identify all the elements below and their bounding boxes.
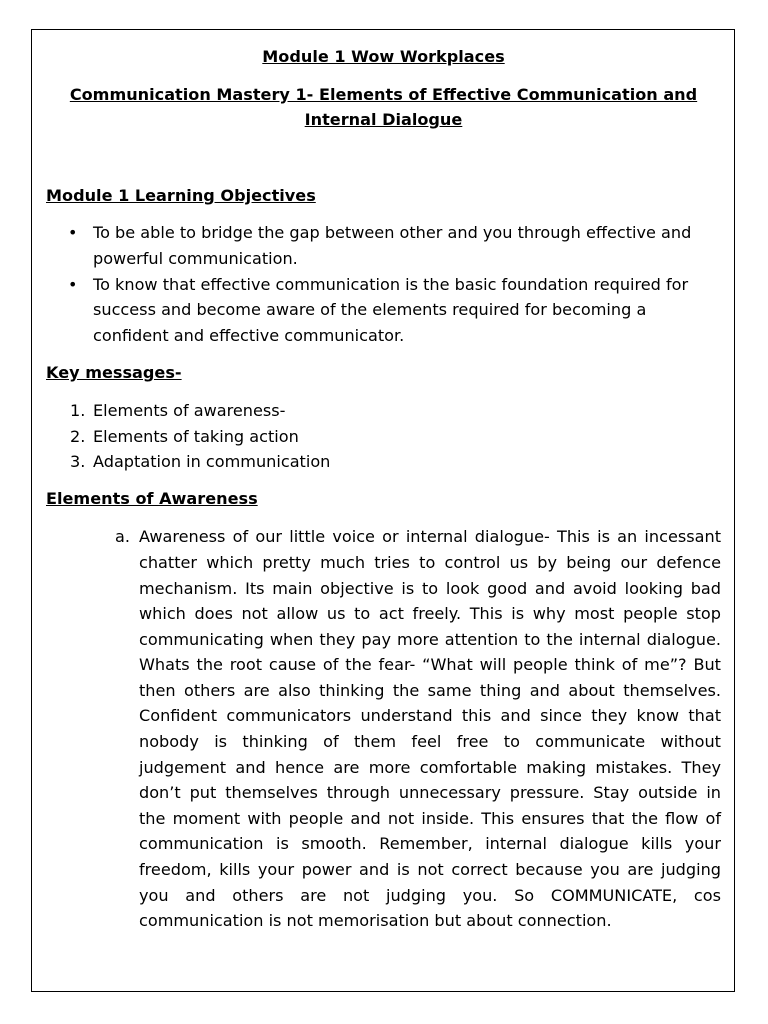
awareness-paragraph: Awareness of our little voice or internal dialogue- This is an incessant chatter which pretty much tries to control us by being our defence mechanism. Its main objective is to look good and avoid looking bad which does not allow us to act freely. This is why most people stop communicating when they pay more attention to the internal dialogue. Whats the root cause of the fear- “What will people think of me”? But then others are also thinking the same thing and about themselves. Confident communicators understand this and since they know that nobody is thinking of them feel free to communicate without judgement and hence are more comfortable making mistakes. They don’t put themselves through unnecessary pressure. Stay outside in the moment with people and not inside. This ensures that the flow of communication is smooth. Remember, internal dialogue kills your freedom, kills your power and is not correct because you are judging you and others are not judging you. So COMMUNICATE, cos communication is not memorisation but about connection. — [139, 527, 721, 931]
document-body — [46, 40, 721, 934]
list-number: 2. — [70, 426, 86, 446]
list-item — [46, 272, 721, 349]
key-message-text: Elements of taking action — [93, 426, 299, 446]
key-messages-list — [46, 398, 721, 475]
key-message-text: Adaptation in communication — [93, 452, 331, 472]
bullet-icon: • — [68, 223, 78, 243]
key-messages-heading: Key messages- — [46, 363, 182, 383]
document-subtitle: Communication Mastery 1- Elements of Effective Communication and Internal Dialogue — [69, 84, 698, 130]
objectives-heading: Module 1 Learning Objectives — [46, 185, 316, 205]
list-item — [46, 398, 721, 424]
list-number: 1. — [70, 400, 86, 420]
list-item — [46, 424, 721, 450]
list-item — [46, 449, 721, 475]
objective-text: To know that effective communication is the basic foundation required for success and become aware of the elements required for becoming a confident and effective communicator. — [93, 274, 689, 345]
objectives-list — [46, 220, 721, 348]
list-letter: a. — [115, 527, 130, 547]
bullet-icon: • — [68, 274, 78, 294]
list-item — [46, 220, 721, 271]
key-message-text: Elements of awareness- — [93, 400, 286, 420]
awareness-heading: Elements of Awareness — [46, 488, 258, 508]
awareness-item — [46, 524, 721, 934]
objective-text: To be able to bridge the gap between other and you through effective and powerful communication. — [93, 223, 692, 268]
list-number: 3. — [70, 452, 86, 472]
document-title: Module 1 Wow Workplaces — [262, 47, 505, 66]
